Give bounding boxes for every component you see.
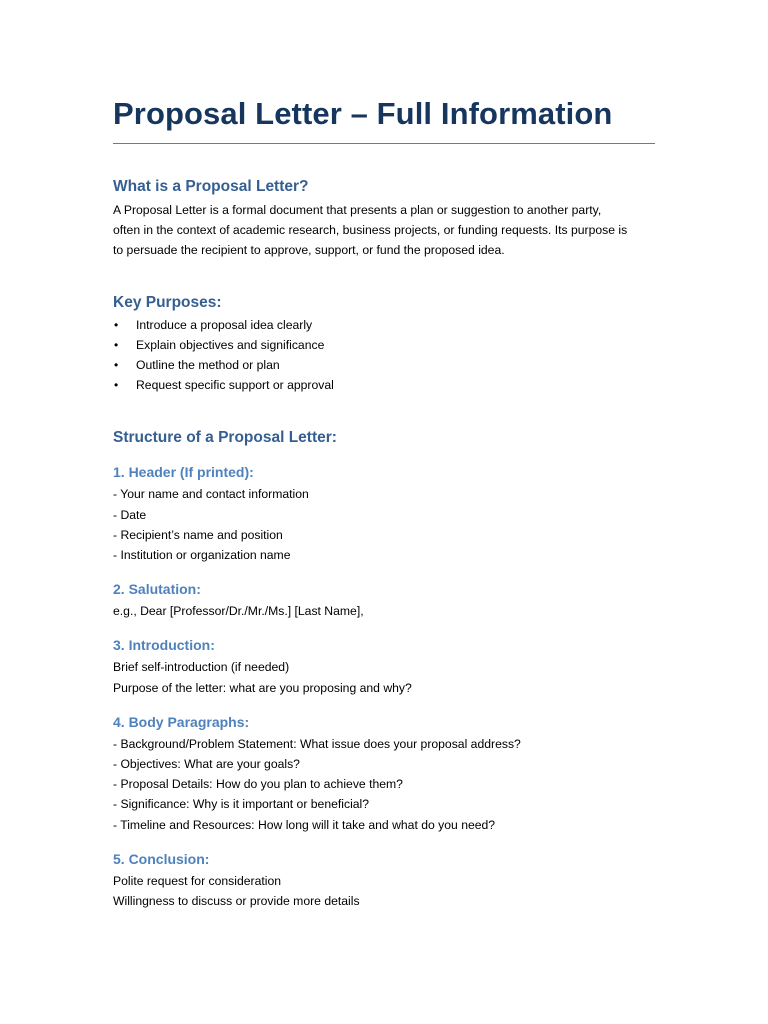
body-line: - Proposal Details: How do you plan to achieve them? <box>113 777 403 792</box>
body-line: - Institution or organization name <box>113 548 291 563</box>
conclusion-subheading: 5. Conclusion: <box>113 850 210 867</box>
list-item-text: Request specific support or approval <box>136 378 334 393</box>
what-is-heading: What is a Proposal Letter? <box>113 178 309 195</box>
body-paragraphs-subsection <box>113 712 655 835</box>
salutation-subheading: 2. Salutation: <box>113 581 201 598</box>
body-line: to persuade the recipient to approve, support, or fund the proposed idea. <box>113 243 505 258</box>
body-line: Polite request for consideration <box>113 873 282 888</box>
list-item-text: Explain objectives and significance <box>136 337 325 352</box>
header-subheading: 1. Header (If printed): <box>113 464 254 481</box>
body-line: e.g., Dear [Professor/Dr./Mr./Ms.] [Last Name], <box>113 604 364 619</box>
body-line: Purpose of the letter: what are you proposing and why? <box>113 680 412 695</box>
structure-section <box>113 427 655 911</box>
body-line: - Date <box>113 507 147 522</box>
header-subsection <box>113 462 655 565</box>
bullet-icon: • <box>114 378 119 393</box>
body-line: - Significance: Why is it important or beneficial? <box>113 797 370 812</box>
list-item <box>113 375 655 395</box>
what-is-body <box>113 200 655 261</box>
list-item <box>113 355 655 375</box>
body-line: - Your name and contact information <box>113 487 309 502</box>
body-line: - Background/Problem Statement: What issue does your proposal address? <box>113 736 521 751</box>
introduction-subsection <box>113 635 655 697</box>
key-purposes-list <box>113 315 655 396</box>
structure-heading: Structure of a Proposal Letter: <box>113 429 337 447</box>
bullet-icon: • <box>114 317 119 332</box>
list-item-text: Outline the method or plan <box>136 358 280 373</box>
body-line: A Proposal Letter is a formal document that presents a plan or suggestion to another party, <box>113 203 602 217</box>
introduction-subheading: 3. Introduction: <box>113 637 215 654</box>
body-line: - Recipient’s name and position <box>113 527 283 542</box>
body-line: - Timeline and Resources: How long will it take and what do you need? <box>113 817 496 832</box>
list-item <box>113 315 655 335</box>
bullet-icon: • <box>114 337 119 352</box>
key-purposes-heading: Key Purposes: <box>113 293 222 311</box>
list-item-text: Introduce a proposal idea clearly <box>136 317 313 332</box>
list-item <box>113 335 655 355</box>
salutation-subsection <box>113 579 655 621</box>
body-line: - Objectives: What are your goals? <box>113 757 300 772</box>
conclusion-subsection <box>113 849 655 911</box>
body-paragraphs-subheading: 4. Body Paragraphs: <box>113 713 250 730</box>
body-line: Willingness to discuss or provide more details <box>113 894 360 909</box>
what-is-section <box>113 176 655 261</box>
document-title: Proposal Letter – Full Information <box>113 93 655 144</box>
key-purposes-section <box>113 292 655 396</box>
body-line: often in the context of academic research, business projects, or funding requests. Its purpose is <box>113 223 628 238</box>
bullet-icon: • <box>114 358 119 373</box>
body-line: Brief self-introduction (if needed) <box>113 660 290 675</box>
